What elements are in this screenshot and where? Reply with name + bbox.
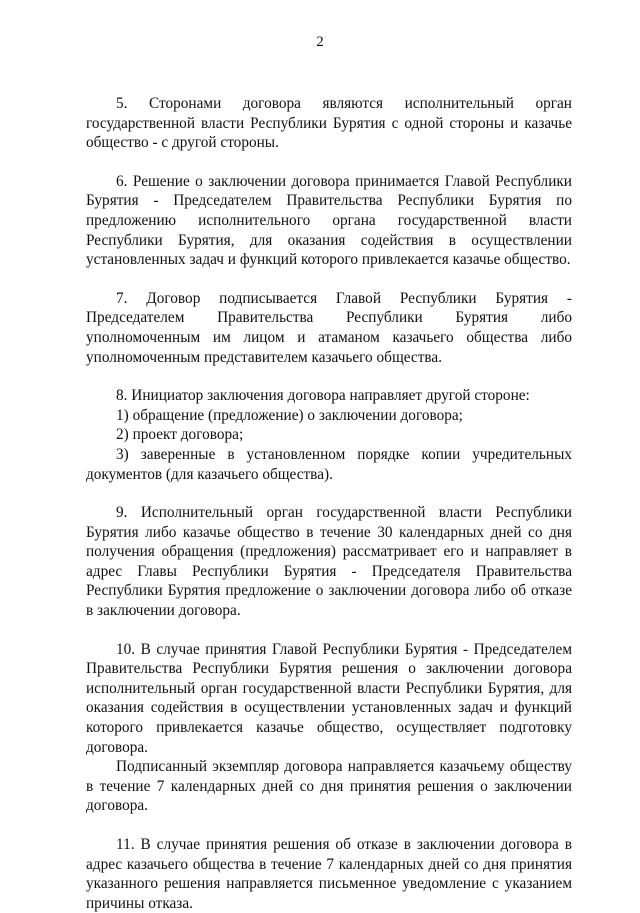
clause-10-main: 10. В случае принятия Главой Республики Бурятия - Председателем Правительства Республики Бурятия решения о заключении договора исполнительный орган государственной власти Республики Бурятия, для оказания содействия в осуществлении установленных задач и функций которого привлекается казачье общество, осуществляет подготовку договора. bbox=[86, 640, 572, 756]
clause-7: 7. Договор подписывается Главой Республики Бурятия - Председателем Правительства Республики Бурятия либо уполномоченным им лицом и атаманом казачьего общества либо уполномоченным представителем казачьего общества. bbox=[86, 289, 572, 366]
clause-10 bbox=[86, 640, 572, 816]
clause-8-item-1: 1) обращение (предложение) о заключении договора; bbox=[116, 406, 463, 424]
clause-11: 11. В случае принятия решения об отказе в заключении договора в адрес казачьего общества в течение 7 календарных дней со дня принятия указанного решения направляется письменное уведомление с указанием причины отказа. bbox=[86, 836, 572, 912]
clause-9: 9. Исполнительный орган государственной власти Республики Бурятия либо казачье общество в течение 30 календарных дней со дня получения обращения (предложения) рассматривает его и направляет в адрес Главы Республики Бурятия - Председателя Правительства Республики Бурятия предложение о заключении договора либо об отказе в заключении договора. bbox=[86, 504, 572, 620]
clause-10-signed: Подписанный экземпляр договора направляется казачьему обществу в течение 7 календарных дней со дня принятия решения о заключении договора. bbox=[86, 758, 572, 815]
document-body bbox=[86, 94, 572, 913]
clause-8-intro: 8. Инициатор заключения договора направляет другой стороне: bbox=[116, 387, 530, 405]
clause-6: 6. Решение о заключении договора принимается Главой Республики Бурятия - Председателем Правительства Республики Бурятия по предложению исполнительного органа государственной власти Республики Бурятия, для оказания содействия в осуществлении установленных задач и функций которого привлекается казачье общество. bbox=[86, 172, 572, 269]
clause-8 bbox=[86, 386, 572, 484]
page-number: 2 bbox=[316, 34, 324, 50]
clause-8-item-3: 3) заверенные в установленном порядке копии учредительных документов (для казачьего общества). bbox=[86, 445, 572, 483]
clause-8-item-2: 2) проект договора; bbox=[116, 426, 244, 444]
clause-5: 5. Сторонами договора являются исполнительный орган государственной власти Республики Бурятия с одной стороны и казачье общество - с другой стороны. bbox=[86, 95, 572, 152]
